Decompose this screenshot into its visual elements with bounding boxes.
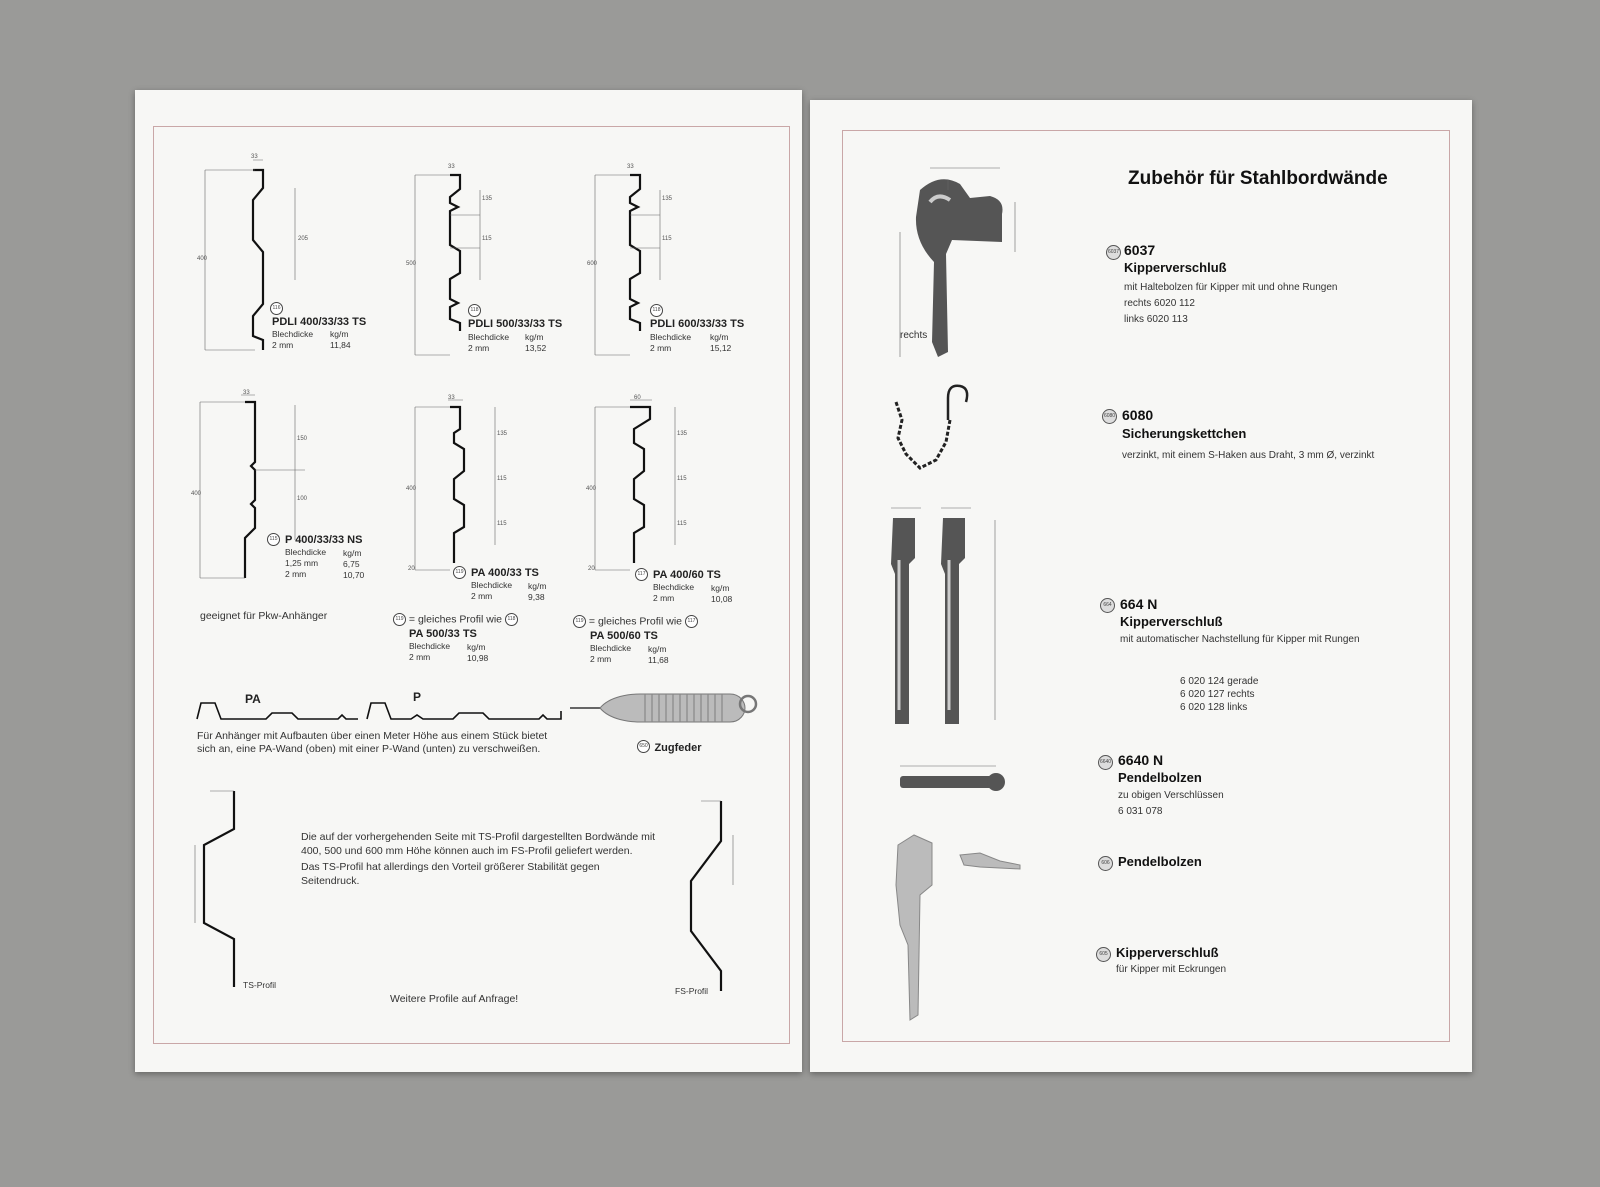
spring-label: Zugfeder xyxy=(654,742,702,754)
profile-name: PDLI 400/33/33 TS xyxy=(272,316,367,328)
profile-name: P 400/33/33 NS xyxy=(285,534,363,546)
same-profile-line xyxy=(573,615,698,628)
dim-400: 400 xyxy=(197,256,208,262)
right-page xyxy=(810,100,1472,1072)
item-desc-line: zu obigen Verschlüssen xyxy=(1118,790,1224,801)
col-label: Blechdicke xyxy=(409,641,451,651)
item-variant: 6 020 128 links xyxy=(1180,702,1248,713)
col-unit: kg/m xyxy=(330,329,349,339)
dim-33: 33 xyxy=(448,395,455,401)
thickness: 2 mm xyxy=(285,569,307,579)
item-desc-line: links 6020 113 xyxy=(1124,314,1188,325)
ref-badge: 650 xyxy=(637,740,650,753)
profile-name: PA 500/60 TS xyxy=(590,630,658,642)
item-desc-line: 6 031 078 xyxy=(1118,806,1163,817)
dim-115: 115 xyxy=(497,476,507,482)
col-label: Blechdicke xyxy=(471,580,513,590)
item-title: Pendelbolzen xyxy=(1118,854,1202,869)
label-p: P xyxy=(413,690,422,704)
col-label: Blechdicke xyxy=(590,643,632,653)
thickness: 2 mm xyxy=(590,654,612,664)
profile-ref-badge: 118 xyxy=(468,302,481,320)
col-unit: kg/m xyxy=(467,642,486,652)
dim-100: 100 xyxy=(297,496,308,502)
weight: 6,75 xyxy=(343,559,360,569)
col-unit: kg/m xyxy=(710,332,729,342)
item-ref-badge: 605 xyxy=(1096,947,1111,962)
weight: 10,70 xyxy=(343,570,365,580)
item-ref-badge: 664 xyxy=(1100,598,1115,613)
dim-150: 150 xyxy=(297,436,308,442)
profile-ref-badge: 118 xyxy=(650,302,663,320)
dim-33: 33 xyxy=(243,390,250,396)
same-profile-line xyxy=(393,613,518,626)
fs-profile-drawing xyxy=(683,795,743,995)
label-pa: PA xyxy=(245,692,261,706)
dim-115: 115 xyxy=(482,236,492,242)
tension-spring-drawing xyxy=(570,688,760,728)
dim-20: 20 xyxy=(408,566,415,572)
item-ref-badge: 6037 xyxy=(1106,245,1121,260)
item-desc-line: für Kipper mit Eckrungen xyxy=(1116,964,1227,975)
dim-33: 33 xyxy=(627,164,634,170)
thickness: 2 mm xyxy=(653,593,675,603)
more-profiles-note: Weitere Profile auf Anfrage! xyxy=(390,993,519,1005)
profile-ref-badge: 119 xyxy=(453,564,466,582)
col-unit: kg/m xyxy=(343,548,362,558)
pendelbolzen-6640n-photo xyxy=(890,760,1020,810)
item-title: Kipperverschluß xyxy=(1120,614,1223,629)
thickness: 2 mm xyxy=(650,343,672,353)
item-ref-badge: 606 xyxy=(1098,856,1113,871)
ts-profile-drawing xyxy=(190,785,260,995)
fs-profile-label: FS-Profil xyxy=(675,986,709,996)
thickness: 2 mm xyxy=(468,343,490,353)
item-title: Pendelbolzen xyxy=(1118,770,1202,785)
item-code: 6080 xyxy=(1122,407,1154,423)
item-ref-badge: 6080 xyxy=(1102,409,1117,424)
weight: 13,52 xyxy=(525,343,547,353)
dim-600: 600 xyxy=(587,261,598,267)
dim-400: 400 xyxy=(406,486,417,492)
item-code: 6640 N xyxy=(1118,752,1164,768)
col-unit: kg/m xyxy=(711,583,730,593)
col-unit: kg/m xyxy=(528,581,547,591)
thickness: 2 mm xyxy=(272,340,294,350)
col-label: Blechdicke xyxy=(653,582,695,592)
item-title: Kipperverschluß xyxy=(1116,945,1219,960)
dim-115: 115 xyxy=(677,476,687,482)
weight: 15,12 xyxy=(710,343,732,353)
dim-33: 33 xyxy=(251,154,258,160)
rechts-label: rechts xyxy=(900,330,928,341)
page-heading: Zubehör für Stahlbordwände xyxy=(1128,168,1388,189)
dim-115: 115 xyxy=(497,521,507,527)
profile-drawing-pa-400-60 xyxy=(586,395,710,585)
item-code: 6037 xyxy=(1124,242,1156,258)
info-line-4: Seitendruck. xyxy=(301,875,360,887)
dim-33: 33 xyxy=(448,164,455,170)
profile-ref-badge: 117 xyxy=(635,566,648,584)
profile-name: PA 400/33 TS xyxy=(471,567,539,579)
col-label: Blechdicke xyxy=(468,332,510,342)
weight: 9,38 xyxy=(528,592,545,602)
ref-badge: 119 xyxy=(393,613,406,626)
kipperverschluss-664n-photo xyxy=(885,500,1015,740)
col-label: Blechdicke xyxy=(285,547,327,557)
left-page xyxy=(135,90,802,1072)
pendelbolzen-kipperverschluss-photo xyxy=(880,825,1040,1025)
thickness: 2 mm xyxy=(471,591,493,601)
col-unit: kg/m xyxy=(525,332,544,342)
item-variant: 6 020 127 rechts xyxy=(1180,689,1255,700)
profile-name: PA 400/60 TS xyxy=(653,569,721,581)
info-line-1: Die auf der vorhergehenden Seite mit TS-Profil dargestellten Bordwände mit xyxy=(301,831,656,843)
same-profile-text: = gleiches Profil wie xyxy=(588,615,683,628)
note-pkw: geeignet für Pkw-Anhänger xyxy=(200,610,328,622)
item-code: 664 N xyxy=(1120,596,1158,612)
dim-20: 20 xyxy=(588,566,595,572)
profile-ref-badge: 116 xyxy=(270,300,283,318)
thickness: 2 mm xyxy=(409,652,431,662)
ref-badge: 119 xyxy=(573,615,586,628)
info-line-3: Das TS-Profil hat allerdings den Vorteil größerer Stabilität gegen xyxy=(301,861,600,873)
combo-text-line-1: Für Anhänger mit Aufbauten über einen Meter Höhe aus einem Stück bietet xyxy=(197,730,548,742)
info-line-2: 400, 500 und 600 mm Höhe können auch im FS-Profil geliefert werden. xyxy=(301,845,633,857)
sicherungskettchen-photo xyxy=(888,380,968,480)
dim-60: 60 xyxy=(634,395,641,401)
dim-400: 400 xyxy=(191,491,202,497)
dim-115: 115 xyxy=(677,521,687,527)
dim-135: 135 xyxy=(497,431,508,437)
item-desc-line: verzinkt, mit einem S-Haken aus Draht, 3 mm Ø, verzinkt xyxy=(1122,450,1375,461)
thickness: 1,25 mm xyxy=(285,558,319,568)
item-desc-line: rechts 6020 112 xyxy=(1124,298,1195,309)
ref-badge: 118 xyxy=(505,613,518,626)
dim-400: 400 xyxy=(586,486,597,492)
col-label: Blechdicke xyxy=(650,332,692,342)
item-desc-line: mit Haltebolzen für Kipper mit und ohne Rungen xyxy=(1124,282,1338,293)
ts-profile-label: TS-Profil xyxy=(243,980,277,990)
dim-115: 115 xyxy=(662,236,672,242)
dim-500: 500 xyxy=(406,261,417,267)
item-variant: 6 020 124 gerade xyxy=(1180,676,1259,687)
weight: 11,68 xyxy=(648,655,669,665)
item-ref-badge: 6640 xyxy=(1098,755,1113,770)
dim-135: 135 xyxy=(482,196,493,202)
spring-caption xyxy=(637,738,702,756)
dim-135: 135 xyxy=(677,431,688,437)
dim-205: 205 xyxy=(298,236,309,242)
item-title: Kipperverschluß xyxy=(1124,260,1227,275)
weight: 10,98 xyxy=(467,653,489,663)
profile-name: PA 500/33 TS xyxy=(409,628,477,640)
profile-drawing-pa-400-33 xyxy=(406,395,530,585)
same-profile-text: = gleiches Profil wie xyxy=(408,613,503,626)
item-title: Sicherungskettchen xyxy=(1122,426,1247,441)
ref-badge: 117 xyxy=(685,615,698,628)
profile-name: PDLI 600/33/33 TS xyxy=(650,318,745,330)
col-unit: kg/m xyxy=(648,644,667,654)
profile-name: PDLI 500/33/33 TS xyxy=(468,318,563,330)
weight: 10,08 xyxy=(711,594,733,604)
item-desc-line: mit automatischer Nachstellung für Kipper mit Rungen xyxy=(1120,634,1360,645)
profile-ref-badge: 115 xyxy=(267,531,280,549)
combo-text-line-2: sich an, eine PA-Wand (oben) mit einer P-Wand (unten) zu verschweißen. xyxy=(197,743,541,755)
weight: 11,84 xyxy=(330,340,351,350)
dim-135: 135 xyxy=(662,196,673,202)
col-label: Blechdicke xyxy=(272,329,314,339)
